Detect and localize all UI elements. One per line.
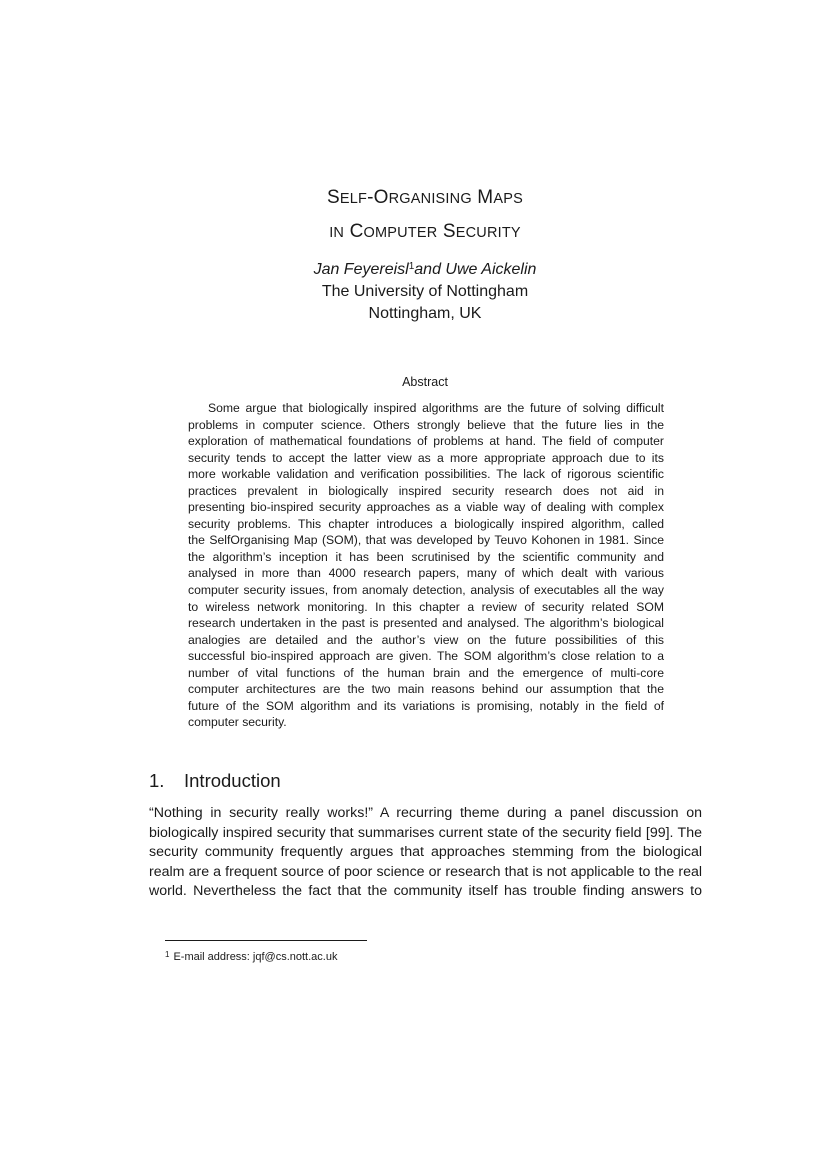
abstract-line: exploration of mathematical foundations of problems at hand. The field of computer <box>188 434 664 449</box>
author-name: Jan Feyereisl <box>313 261 409 278</box>
abstract-line: computer security. <box>188 715 287 730</box>
title-line-2 <box>0 221 828 243</box>
title-fragment: IN <box>329 225 345 241</box>
section-title: Introduction <box>184 770 281 791</box>
abstract-line: number of vital functions of the human brain and the emergence of multi-core <box>188 665 664 680</box>
footnote-mark: 1 <box>408 261 415 272</box>
footnote-text: E-mail address: jqf@cs.nott.ac.uk <box>173 951 338 963</box>
affiliation-university: The University of Nottingham <box>321 283 529 300</box>
title-dash: - <box>367 187 374 208</box>
abstract-line: security problems. This chapter introduces a biologically inspired algorithm, called <box>188 516 664 531</box>
title-line-1 <box>0 187 828 209</box>
title-fragment: OMPUTER <box>363 225 438 241</box>
abstract-line: presenting bio-inspired security approaches as a viable way of dealing with complex <box>188 500 664 515</box>
title-letter: S <box>327 187 340 208</box>
title-fragment: ELF <box>339 191 368 207</box>
abstract-line: future of the SOM algorithm and its variations is promising, notably in the field of <box>188 698 664 713</box>
abstract-line: analogies are detailed and the author’s view on the future possibilities of this <box>188 632 664 647</box>
intro-line: “Nothing in security really works!” A recurring theme during a panel discussion on <box>149 805 702 821</box>
footnote-mark: 1 <box>165 950 170 959</box>
author-line <box>0 261 828 279</box>
abstract-line: more workable validation and verification possibilities. The lack of rigorous scientific <box>188 467 664 482</box>
intro-line: biologically inspired security that summarises current state of the security field [99]. The <box>149 824 702 841</box>
abstract-line: computer security issues, from anomaly detection, analysis of executables all the way <box>188 583 664 598</box>
intro-paragraph <box>149 804 702 902</box>
abstract-line: security tends to accept the latter view as a more appropriate approach due to its <box>188 450 664 465</box>
footnote-divider <box>165 940 367 941</box>
abstract-line: the algorithm’s inception it has been scrutinised by the scientific community and <box>188 549 664 564</box>
intro-line: realm are a frequent source of poor science or research that is not applicable to the real <box>149 863 702 880</box>
title-letter: O <box>373 187 389 208</box>
footnote <box>165 950 337 963</box>
title-letter: S <box>442 221 456 242</box>
title-fragment: APS <box>493 191 523 207</box>
title-fragment: RGANISING <box>388 191 472 207</box>
abstract-line: practices prevalent in biologically inspired security research does not aid in <box>188 483 664 498</box>
title-fragment: ECURITY <box>455 225 521 241</box>
abstract-line: Some argue that biologically inspired algorithms are the future of solving difficult <box>208 401 664 415</box>
abstract-line: analysed in more than 4000 research papers, many of which dealt with various <box>188 566 664 581</box>
abstract-heading: Abstract <box>402 375 448 389</box>
intro-line: security community frequently argues that approaches stemming from the biological <box>149 844 702 860</box>
abstract-line: successful bio-inspired approach are given. The SOM algorithm’s close relation to a <box>188 649 664 664</box>
abstract-line: problems in computer science. Others strongly believe that the future lies in the <box>188 417 664 432</box>
affiliation-location: Nottingham, UK <box>368 305 482 322</box>
abstract-line: the SelfOrganising Map (SOM), that was developed by Teuvo Kohonen in 1981. Since <box>188 533 664 548</box>
intro-line: world. Nevertheless the fact that the community itself has trouble finding answers to <box>149 883 702 899</box>
section-number: 1. <box>149 770 165 791</box>
abstract-line: computer architectures are the two main reasons behind our assumption that the <box>188 682 664 697</box>
abstract-line: to wireless network monitoring. In this chapter a review of security related SOM <box>188 599 664 614</box>
title-letter: M <box>477 187 494 208</box>
section-heading <box>149 770 281 792</box>
author-name: and Uwe Aickelin <box>414 261 537 278</box>
abstract-line: research undertaken in the past is presented and analysed. The algorithm’s biological <box>188 616 664 631</box>
abstract-body <box>188 400 664 731</box>
title-letter: C <box>349 221 364 242</box>
